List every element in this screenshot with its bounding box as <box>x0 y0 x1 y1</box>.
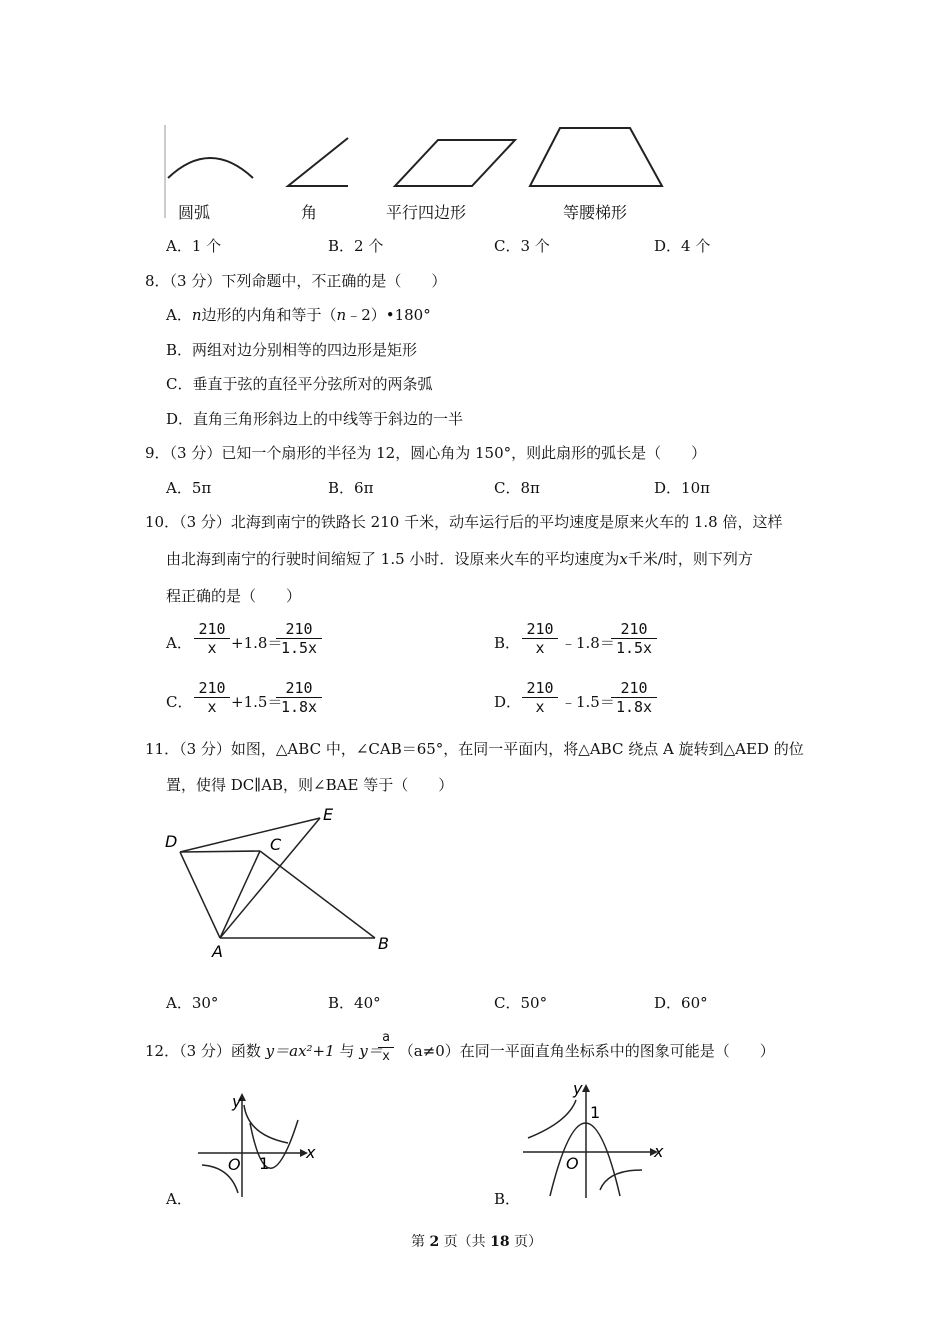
q10-c-den1: x <box>194 697 230 716</box>
q10-b-num2: 210 <box>620 620 648 638</box>
q10-option-c-label: C． <box>166 693 193 711</box>
q10-b-den2: 1.5x <box>611 638 657 657</box>
parabola-curve <box>550 1123 620 1196</box>
q10-line3: 程正确的是（ ） <box>166 587 302 605</box>
q12-graph-b <box>520 1078 665 1200</box>
q10-a-frac1 <box>194 620 230 657</box>
q10-a-den1: x <box>194 638 230 657</box>
hyperbola-branch-upper <box>528 1100 576 1138</box>
q11-option-d: D．60° <box>654 994 708 1012</box>
q7-option-a: A．1 个 <box>166 237 222 255</box>
q10-c-num2: 210 <box>285 679 313 697</box>
q10-d-den2: 1.8x <box>611 697 657 716</box>
graph-a-one: 1 <box>259 1154 270 1173</box>
segment-AD <box>180 852 220 938</box>
graph-a-y-label: y <box>232 1092 242 1111</box>
graph-b-x-label: x <box>654 1142 664 1161</box>
q10-c-num1: 210 <box>198 679 226 697</box>
q8-option-b: B．两组对边分别相等的四边形是矩形 <box>166 341 418 359</box>
q11-line1: 11．（3 分）如图，△ABC 中，∠CAB＝65°，在同一平面内，将△ABC 绕点 A 旋转到△AED 的位 <box>145 740 804 758</box>
segment-AC <box>220 851 260 938</box>
q12-pre: 12．（3 分）函数 <box>145 1042 266 1060</box>
arc-shape <box>168 158 253 178</box>
q10-a-den2: 1.5x <box>276 638 322 657</box>
q11-line2: 置，使得 DC∥AB，则∠BAE 等于（ ） <box>166 776 454 794</box>
q10-d-num2: 210 <box>620 679 648 697</box>
shape-label-trapezoid: 等腰梯形 <box>563 203 628 222</box>
q8-a-prefix: A． <box>166 306 192 324</box>
segment-CB <box>260 851 375 938</box>
point-E: E <box>323 805 334 824</box>
q9-option-c: C．8π <box>494 479 540 497</box>
q12-frac-num: a <box>382 1030 390 1045</box>
q8-a-var: n <box>191 306 202 324</box>
q10-c-frac1 <box>194 679 230 716</box>
q8-option-a <box>166 304 431 325</box>
q12-f1: y＝ax²+1 <box>265 1042 335 1060</box>
hyperbola-branch-lower <box>600 1170 642 1190</box>
q10-line2-b: 千米/时，则下列方 <box>627 550 753 568</box>
footer-total-pages: 18 <box>490 1234 510 1250</box>
q10-c-op: +1.5＝ <box>231 693 283 711</box>
q12-stem <box>145 1040 775 1061</box>
point-D: D <box>165 832 178 851</box>
footer-page-number: 2 <box>429 1234 440 1250</box>
q10-line1: 10．（3 分）北海到南宁的铁路长 210 千米，动车运行后的平均速度是原来火车的 1.8 倍，这样 <box>145 513 783 531</box>
q8-a-mid: 边形的内角和等于（ <box>201 306 337 324</box>
segment-DC <box>180 851 260 852</box>
q10-b-den1: x <box>522 638 558 657</box>
q11-triangle-figure <box>160 800 400 965</box>
angle-shape <box>288 138 348 186</box>
q10-b-op: ﹣1.8＝ <box>561 634 615 652</box>
q12-mid: 与 <box>334 1042 360 1060</box>
q10-c-den2: 1.8x <box>276 697 322 716</box>
q10-d-op: ﹣1.5＝ <box>561 693 615 711</box>
q8-option-c: C．垂直于弦的直径平分弦所对的两条弧 <box>166 375 433 393</box>
q10-a-op: +1.8＝ <box>231 634 283 652</box>
q7-option-d: D．4 个 <box>654 237 711 255</box>
point-C: C <box>270 835 282 854</box>
y-axis-arrow <box>582 1084 590 1092</box>
q10-option-b-label: B． <box>494 634 521 652</box>
q9-option-b: B．6π <box>328 479 374 497</box>
graph-a-x-label: x <box>306 1143 316 1162</box>
q12-graph-a <box>190 1085 330 1200</box>
q8-option-d: D．直角三角形斜边上的中线等于斜边的一半 <box>166 410 464 428</box>
q11-option-c: C．50° <box>494 994 548 1012</box>
q12-fraction <box>378 1029 394 1066</box>
graph-b-y-label: y <box>573 1079 583 1098</box>
q12-option-a-label: A． <box>166 1190 192 1208</box>
footer-post: 页） <box>509 1234 543 1250</box>
q11-option-a: A．30° <box>166 994 219 1012</box>
footer-mid: 页（共 <box>439 1234 491 1250</box>
q9-stem: 9．（3 分）已知一个扇形的半径为 12，圆心角为 150°，则此扇形的弧长是（ ） <box>145 444 707 462</box>
shape-label-parallelogram: 平行四边形 <box>386 203 467 222</box>
q12-frac-den: x <box>378 1047 394 1066</box>
q9-option-a: A．5π <box>166 479 212 497</box>
q10-line2-var: x <box>619 550 628 568</box>
q10-b-frac2 <box>611 620 657 657</box>
q10-a-num1: 210 <box>198 620 226 638</box>
q12-option-b-label: B． <box>494 1190 521 1208</box>
point-B: B <box>378 934 389 953</box>
q12-cond: （a≠0）在同一平面直角坐标系中的图象可能是（ ） <box>398 1042 775 1060</box>
q10-a-frac2 <box>276 620 322 657</box>
q10-line2-a: 由北海到南宁的行驶时间缩短了 1.5 小时．设原来火车的平均速度为 <box>166 550 620 568</box>
q8-a-var2: n <box>336 306 347 324</box>
graph-a-origin: O <box>228 1155 241 1174</box>
page-footer <box>411 1231 542 1251</box>
parallelogram-shape <box>395 140 515 186</box>
q7-option-c: C．3 个 <box>494 237 550 255</box>
shape-label-arc: 圆弧 <box>178 203 211 222</box>
graph-b-origin: O <box>566 1154 579 1173</box>
q7-option-b: B．2 个 <box>328 237 384 255</box>
q10-b-frac1 <box>522 620 558 657</box>
point-A: A <box>212 942 223 961</box>
footer-pre: 第 <box>411 1234 430 1250</box>
q12-f2-pre: y＝ <box>359 1042 383 1060</box>
q10-a-num2: 210 <box>285 620 313 638</box>
trapezoid-shape <box>530 128 662 186</box>
q11-option-b: B．40° <box>328 994 381 1012</box>
shape-label-angle: 角 <box>301 203 318 222</box>
q10-b-num1: 210 <box>526 620 554 638</box>
q10-option-d-label: D． <box>494 693 522 711</box>
q8-stem: 8．（3 分）下列命题中，不正确的是（ ） <box>145 272 447 290</box>
q10-d-frac1 <box>522 679 558 716</box>
q10-option-a-label: A． <box>166 634 192 652</box>
q10-d-frac2 <box>611 679 657 716</box>
q8-a-tail: ﹣2）•180° <box>346 306 431 324</box>
parabola-curve <box>250 1120 298 1168</box>
segment-DE <box>180 818 320 852</box>
q10-d-den1: x <box>522 697 558 716</box>
q10-line2 <box>166 548 753 569</box>
graph-b-one: 1 <box>590 1103 601 1122</box>
q9-option-d: D．10π <box>654 479 710 497</box>
q10-d-num1: 210 <box>526 679 554 697</box>
q10-c-frac2 <box>276 679 322 716</box>
